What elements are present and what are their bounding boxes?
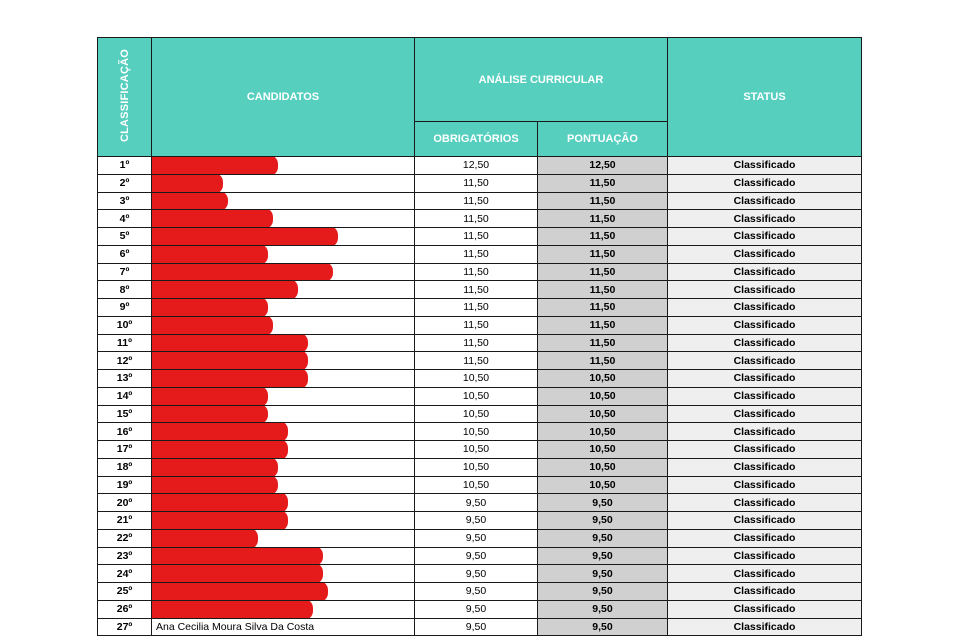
candidate-name [152, 228, 415, 246]
redaction-mark [152, 494, 289, 512]
score-value: 11,50 [538, 245, 668, 263]
table-row [98, 529, 862, 547]
table-row [98, 387, 862, 405]
rank-cell: 18º [98, 458, 152, 476]
candidate-name [152, 263, 415, 281]
redaction-mark [152, 476, 279, 494]
redaction-mark [152, 316, 274, 334]
mandatory-value: 11,50 [415, 210, 538, 228]
status-cell: Classificado [668, 192, 862, 210]
table-row [98, 600, 862, 618]
status-cell: Classificado [668, 210, 862, 228]
score-value: 11,50 [538, 334, 668, 352]
candidate-name [152, 245, 415, 263]
status-cell: Classificado [668, 583, 862, 601]
redaction-mark [152, 281, 299, 299]
table-row [98, 494, 862, 512]
table-row [98, 316, 862, 334]
status-cell: Classificado [668, 281, 862, 299]
rank-cell: 2º [98, 174, 152, 192]
score-value: 10,50 [538, 387, 668, 405]
status-cell: Classificado [668, 458, 862, 476]
candidate-name [152, 600, 415, 618]
candidate-name [152, 405, 415, 423]
table-row [98, 281, 862, 299]
candidate-name [152, 192, 415, 210]
table-row [98, 512, 862, 530]
table-row [98, 174, 862, 192]
status-cell: Classificado [668, 370, 862, 388]
score-value: 10,50 [538, 476, 668, 494]
redaction-mark [152, 174, 224, 192]
header-analysis: ANÁLISE CURRICULAR [415, 38, 668, 122]
score-value: 9,50 [538, 565, 668, 583]
rank-cell: 11º [98, 334, 152, 352]
candidate-name [152, 281, 415, 299]
status-cell: Classificado [668, 529, 862, 547]
rank-cell: 22º [98, 529, 152, 547]
status-cell: Classificado [668, 618, 862, 636]
rank-cell: 13º [98, 370, 152, 388]
mandatory-value: 11,50 [415, 299, 538, 317]
mandatory-value: 10,50 [415, 458, 538, 476]
rank-cell: 6º [98, 245, 152, 263]
mandatory-value: 9,50 [415, 547, 538, 565]
redaction-mark [152, 405, 269, 423]
candidate-name [152, 299, 415, 317]
table-row [98, 228, 862, 246]
candidate-name [152, 370, 415, 388]
table-row [98, 352, 862, 370]
mandatory-value: 9,50 [415, 494, 538, 512]
rank-cell: 12º [98, 352, 152, 370]
redaction-mark [152, 441, 289, 459]
table-row [98, 423, 862, 441]
status-cell: Classificado [668, 494, 862, 512]
score-value: 11,50 [538, 299, 668, 317]
candidate-name [152, 529, 415, 547]
table-row [98, 299, 862, 317]
score-value: 9,50 [538, 618, 668, 636]
mandatory-value: 11,50 [415, 228, 538, 246]
mandatory-value: 11,50 [415, 174, 538, 192]
score-value: 11,50 [538, 210, 668, 228]
candidate-name [152, 174, 415, 192]
redaction-mark [152, 600, 314, 618]
rank-cell: 27º [98, 618, 152, 636]
table-row [98, 334, 862, 352]
score-value: 10,50 [538, 370, 668, 388]
redaction-mark [152, 352, 309, 370]
mandatory-value: 11,50 [415, 245, 538, 263]
rank-cell: 4º [98, 210, 152, 228]
redaction-mark [152, 370, 309, 388]
status-cell: Classificado [668, 157, 862, 175]
mandatory-value: 10,50 [415, 423, 538, 441]
table-row [98, 441, 862, 459]
table-row [98, 565, 862, 583]
redaction-mark [152, 228, 339, 246]
redaction-mark [152, 263, 334, 281]
redaction-mark [152, 157, 279, 175]
score-value: 10,50 [538, 441, 668, 459]
candidate-name [152, 387, 415, 405]
header-mandatory: OBRIGATÓRIOS [415, 122, 538, 157]
rank-cell: 23º [98, 547, 152, 565]
status-cell: Classificado [668, 565, 862, 583]
status-cell: Classificado [668, 547, 862, 565]
rank-cell: 25º [98, 583, 152, 601]
table-row [98, 618, 862, 636]
redaction-mark [152, 423, 289, 441]
candidate-name [152, 423, 415, 441]
redaction-mark [152, 299, 269, 317]
table-row [98, 476, 862, 494]
mandatory-value: 9,50 [415, 529, 538, 547]
score-value: 11,50 [538, 228, 668, 246]
score-value: 9,50 [538, 547, 668, 565]
table-row [98, 405, 862, 423]
status-cell: Classificado [668, 441, 862, 459]
table-row [98, 370, 862, 388]
redaction-mark [152, 245, 269, 263]
mandatory-value: 11,50 [415, 281, 538, 299]
redaction-mark [152, 529, 259, 547]
rank-cell: 9º [98, 299, 152, 317]
mandatory-value: 9,50 [415, 618, 538, 636]
redaction-mark [152, 192, 229, 210]
redaction-mark [152, 583, 329, 601]
table-row [98, 210, 862, 228]
mandatory-value: 10,50 [415, 370, 538, 388]
results-table [97, 37, 862, 636]
rank-cell: 1º [98, 157, 152, 175]
candidate-name [152, 157, 415, 175]
status-cell: Classificado [668, 476, 862, 494]
mandatory-value: 11,50 [415, 316, 538, 334]
redaction-mark [152, 210, 274, 228]
score-value: 10,50 [538, 423, 668, 441]
mandatory-value: 9,50 [415, 600, 538, 618]
rank-cell: 16º [98, 423, 152, 441]
status-cell: Classificado [668, 387, 862, 405]
rank-cell: 15º [98, 405, 152, 423]
score-value: 11,50 [538, 281, 668, 299]
table-body [98, 157, 862, 636]
mandatory-value: 10,50 [415, 387, 538, 405]
rank-cell: 8º [98, 281, 152, 299]
mandatory-value: 11,50 [415, 263, 538, 281]
status-cell: Classificado [668, 405, 862, 423]
candidate-name [152, 334, 415, 352]
candidate-name [152, 547, 415, 565]
mandatory-value: 10,50 [415, 441, 538, 459]
score-value: 11,50 [538, 174, 668, 192]
redaction-mark [152, 387, 269, 405]
rank-cell: 24º [98, 565, 152, 583]
candidate-name [152, 210, 415, 228]
table-row [98, 547, 862, 565]
candidate-name [152, 458, 415, 476]
rank-cell: 26º [98, 600, 152, 618]
mandatory-value: 9,50 [415, 512, 538, 530]
status-cell: Classificado [668, 352, 862, 370]
score-value: 10,50 [538, 458, 668, 476]
rank-cell: 21º [98, 512, 152, 530]
candidate-name [152, 583, 415, 601]
rank-cell: 20º [98, 494, 152, 512]
candidate-name [152, 441, 415, 459]
redaction-mark [152, 512, 289, 530]
mandatory-value: 12,50 [415, 157, 538, 175]
rank-cell: 19º [98, 476, 152, 494]
rank-cell: 17º [98, 441, 152, 459]
redaction-mark [152, 458, 279, 476]
rank-cell: 10º [98, 316, 152, 334]
score-value: 10,50 [538, 405, 668, 423]
table-row [98, 192, 862, 210]
rank-cell: 3º [98, 192, 152, 210]
status-cell: Classificado [668, 512, 862, 530]
table-row [98, 245, 862, 263]
candidate-name [152, 565, 415, 583]
score-value: 9,50 [538, 583, 668, 601]
score-value: 9,50 [538, 529, 668, 547]
table-row [98, 263, 862, 281]
mandatory-value: 10,50 [415, 405, 538, 423]
score-value: 11,50 [538, 192, 668, 210]
score-value: 9,50 [538, 494, 668, 512]
candidate-name [152, 476, 415, 494]
candidate-name [152, 512, 415, 530]
status-cell: Classificado [668, 334, 862, 352]
header-status: STATUS [668, 38, 862, 157]
rank-cell: 7º [98, 263, 152, 281]
table-row [98, 583, 862, 601]
candidate-name [152, 352, 415, 370]
status-cell: Classificado [668, 263, 862, 281]
score-value: 9,50 [538, 600, 668, 618]
mandatory-value: 10,50 [415, 476, 538, 494]
score-value: 9,50 [538, 512, 668, 530]
mandatory-value: 11,50 [415, 192, 538, 210]
status-cell: Classificado [668, 423, 862, 441]
status-cell: Classificado [668, 245, 862, 263]
header-rank: CLASSIFICAÇÃO [98, 38, 152, 157]
status-cell: Classificado [668, 299, 862, 317]
status-cell: Classificado [668, 316, 862, 334]
rank-cell: 14º [98, 387, 152, 405]
score-value: 11,50 [538, 263, 668, 281]
score-value: 12,50 [538, 157, 668, 175]
status-cell: Classificado [668, 600, 862, 618]
mandatory-value: 9,50 [415, 583, 538, 601]
header-candidates: CANDIDATOS [152, 38, 415, 157]
redaction-mark [152, 547, 324, 565]
status-cell: Classificado [668, 228, 862, 246]
score-value: 11,50 [538, 352, 668, 370]
score-value: 11,50 [538, 316, 668, 334]
candidate-name: Ana Cecilia Moura Silva Da Costa [152, 618, 415, 636]
mandatory-value: 11,50 [415, 352, 538, 370]
redaction-mark [152, 334, 309, 352]
candidate-name [152, 316, 415, 334]
candidate-name [152, 494, 415, 512]
header-score: PONTUAÇÃO [538, 122, 668, 157]
table-row [98, 157, 862, 175]
redaction-mark [152, 565, 324, 583]
mandatory-value: 9,50 [415, 565, 538, 583]
table-row [98, 458, 862, 476]
rank-cell: 5º [98, 228, 152, 246]
status-cell: Classificado [668, 174, 862, 192]
mandatory-value: 11,50 [415, 334, 538, 352]
